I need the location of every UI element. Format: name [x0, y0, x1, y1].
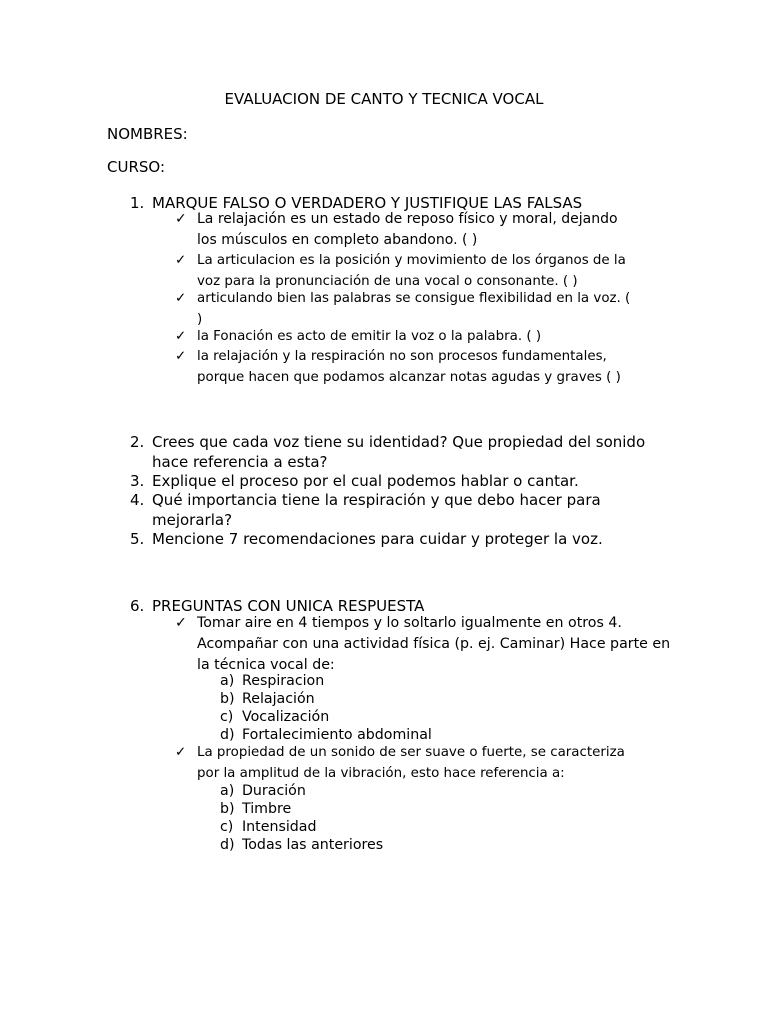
question-line: hace referencia a esta? [152, 453, 328, 471]
option-text: Duración [242, 783, 306, 799]
check-mark-icon: ✓ [175, 253, 187, 268]
option-letter: a) [220, 783, 235, 799]
curso-label: CURSO: [107, 158, 165, 176]
option-text: Todas las anteriores [242, 837, 384, 853]
item-line: los músculos en completo abandono. ( ) [197, 232, 478, 248]
item-line: ) [197, 312, 203, 327]
option-text: Vocalización [242, 709, 330, 725]
option-letter: b) [220, 691, 235, 707]
item-line: Tomar aire en 4 tiempos y lo soltarlo igualmente en otros 4. [197, 615, 622, 631]
option-text: Timbre [242, 801, 292, 817]
question-number: 6. [130, 597, 145, 615]
question-number: 2. [130, 433, 145, 451]
question-text: PREGUNTAS CON UNICA RESPUESTA [152, 597, 425, 615]
question-number: 5. [130, 530, 145, 548]
check-mark-icon: ✓ [175, 349, 187, 364]
option-text: Intensidad [242, 819, 317, 835]
item-line: La articulacion es la posición y movimiento de los órganos de la [197, 253, 626, 268]
check-mark-icon: ✓ [175, 329, 187, 344]
question-line: mejorarla? [152, 511, 233, 529]
item-line: porque hacen que podamos alcanzar notas agudas y graves ( ) [197, 370, 621, 385]
item-line: por la amplitud de la vibración, esto hace referencia a: [197, 766, 565, 781]
option-letter: d) [220, 727, 235, 743]
item-line: Acompañar con una actividad física (p. ej. Caminar) Hace parte en [197, 636, 671, 652]
question-line: Explique el proceso por el cual podemos hablar o cantar. [152, 472, 579, 490]
question-line: Crees que cada voz tiene su identidad? Que propiedad del sonido [152, 433, 646, 451]
question-line: Mencione 7 recomendaciones para cuidar y proteger la voz. [152, 530, 603, 548]
item-line: la relajación y la respiración no son procesos fundamentales, [197, 349, 607, 364]
question-text: MARQUE FALSO O VERDADERO Y JUSTIFIQUE LAS FALSAS [152, 194, 583, 212]
item-line: La relajación es un estado de reposo físico y moral, dejando [197, 211, 618, 227]
document-title: EVALUACION DE CANTO Y TECNICA VOCAL [224, 90, 544, 108]
option-letter: a) [220, 673, 235, 689]
question-number: 4. [130, 491, 145, 509]
option-letter: c) [220, 709, 234, 725]
question-number: 1. [130, 194, 145, 212]
item-line: articulando bien las palabras se consigue flexibilidad en la voz. ( [197, 291, 631, 306]
option-letter: c) [220, 819, 234, 835]
question-line: Qué importancia tiene la respiración y que debo hacer para [152, 491, 601, 509]
check-mark-icon: ✓ [175, 291, 187, 306]
option-text: Fortalecimiento abdominal [242, 727, 432, 743]
check-mark-icon: ✓ [175, 211, 187, 227]
item-line: voz para la pronunciación de una vocal o consonante. ( ) [197, 274, 578, 289]
check-mark-icon: ✓ [175, 745, 187, 760]
item-line: La propiedad de un sonido de ser suave o fuerte, se caracteriza [197, 745, 625, 760]
check-mark-icon: ✓ [175, 615, 187, 631]
item-line: la Fonación es acto de emitir la voz o la palabra. ( ) [197, 329, 542, 344]
option-text: Relajación [242, 691, 315, 707]
option-letter: b) [220, 801, 235, 817]
item-line: la técnica vocal de: [197, 657, 335, 673]
question-number: 3. [130, 472, 145, 490]
option-text: Respiracion [242, 673, 325, 689]
nombres-label: NOMBRES: [107, 125, 188, 143]
option-letter: d) [220, 837, 235, 853]
